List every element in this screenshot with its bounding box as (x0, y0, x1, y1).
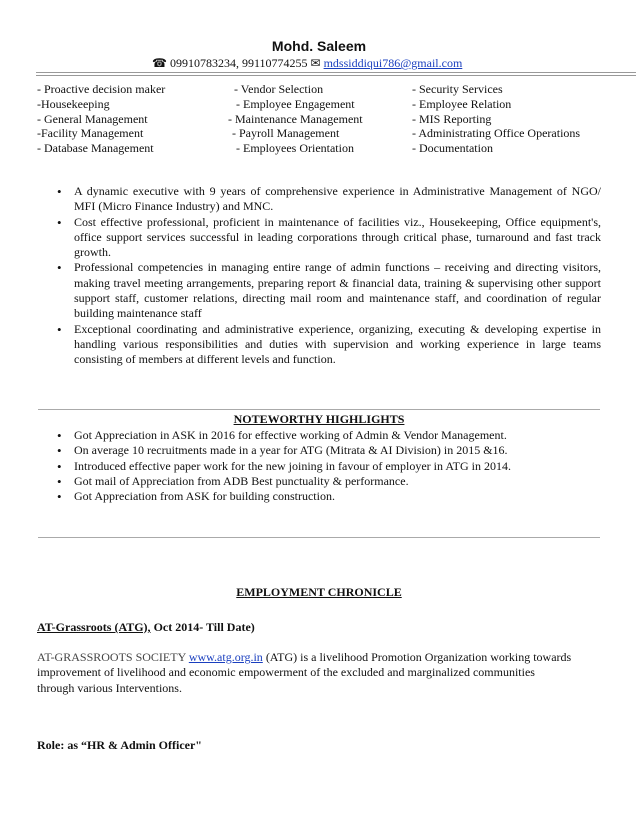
company-line (37, 620, 255, 635)
highlight-item: • Got mail of Appreciation from ADB Best punctuality & performance. (37, 474, 607, 489)
skill-item: - General Management (37, 111, 148, 126)
skill-item: - Maintenance Management (228, 111, 363, 126)
section-divider (38, 537, 600, 538)
section-divider (38, 409, 600, 410)
company-name: AT-Grassroots (ATG), (37, 620, 151, 634)
highlight-item: • Introduced effective paper work for the new joining in favour of employer in ATG in 2014. (37, 459, 607, 474)
company-website-link[interactable]: www.atg.org.in (188, 650, 263, 664)
contact-line (152, 56, 462, 71)
company-desc-rest: (ATG) is a livelihood Promotion Organization working towards improvement of livelihood and economic empowerment of the excluded and marginalized communities through various Interventions. (37, 650, 572, 695)
employment-period: Oct 2014- Till Date) (150, 620, 255, 634)
summary-list (37, 184, 601, 368)
header-divider (36, 72, 636, 76)
envelope-icon: ✉ (310, 56, 321, 70)
skills-column-3 (412, 82, 580, 156)
highlight-item: • On average 10 recruitments made in a year for ATG (Mitrata & AI Division) in 2015 &16. (37, 443, 607, 458)
summary-item: • Exceptional coordinating and administrative experience, organizing, executing & developing expertise in handling various responsibilities and duties with supervision and working experience in large teams consisting of members at different levels and function. (37, 322, 601, 368)
employment-heading: EMPLOYMENT CHRONICLE (236, 585, 402, 599)
highlight-item: • Got Appreciation from ASK for building construction. (37, 489, 607, 504)
skill-item: - Payroll Management (232, 126, 340, 141)
candidate-name: Mohd. Saleem (271, 38, 367, 54)
skill-item: - Documentation (412, 141, 493, 156)
summary-item: • A dynamic executive with 9 years of comprehensive experience in Administrative Management of NGO/ MFI (Micro Finance Industry) and MNC. (37, 184, 601, 215)
company-desc-prefix: AT-GRASSROOTS SOCIETY (37, 650, 189, 664)
company-description (37, 650, 572, 696)
highlights-list (37, 428, 607, 504)
role-line: Role: as “HR & Admin Officer" (37, 738, 202, 752)
phone-icon: ☎ (152, 56, 167, 70)
skill-item: - MIS Reporting (412, 111, 492, 126)
skill-item: -Housekeeping (37, 96, 110, 111)
skill-item: - Administrating Office Operations (412, 126, 581, 141)
skill-item: -Facility Management (37, 126, 144, 141)
skill-item: - Employee Engagement (236, 96, 355, 111)
skill-item: - Vendor Selection (234, 82, 324, 96)
skills-column-2 (228, 82, 363, 156)
phone-numbers: 09910783234, 99110774255 (169, 56, 308, 70)
skill-item: - Database Management (37, 141, 154, 156)
skill-item: - Employees Orientation (236, 141, 354, 156)
summary-item: • Professional competencies in managing entire range of admin functions – receiving and directing visitors, making travel meeting arrangements, preparing report & financial data, training & supervising other support support staff, customer relations, directing mail room and maintenance staff, and coordination of regular building maintenance staff (37, 260, 601, 321)
skill-item: - Security Services (412, 82, 503, 96)
skills-column-1 (37, 82, 165, 156)
skill-item: - Employee Relation (412, 96, 512, 111)
email-link[interactable]: mdssiddiqui786@gmail.com (323, 56, 463, 70)
skill-item: - Proactive decision maker (37, 82, 166, 96)
highlight-item: • Got Appreciation in ASK in 2016 for effective working of Admin & Vendor Management. (37, 428, 607, 443)
highlights-heading: NOTEWORTHY HIGHLIGHTS (233, 412, 405, 426)
summary-item: • Cost effective professional, proficient in maintenance of facilities viz., Housekeeping, Office equipment's, office support services successful in leading corporations through critical phase, turnaround and fast track growth. (37, 215, 601, 261)
